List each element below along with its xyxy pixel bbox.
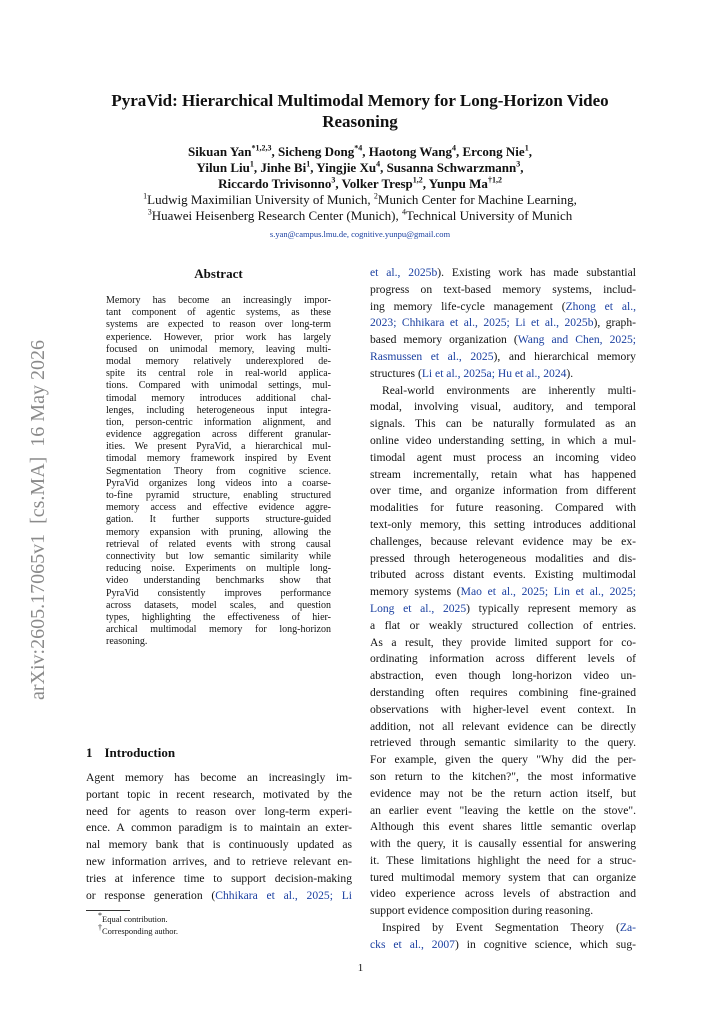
text-line [370,483,636,500]
abstract-line: Segmentation Theory from cognitive science. [106,465,331,477]
text-line [370,618,636,635]
text-line [370,500,636,517]
text-line [370,685,636,702]
text-line [370,651,636,668]
text-line [370,534,636,551]
authors-superscript: 1 [524,143,529,153]
abstract-line: video understanding benchmarks show that [106,575,331,587]
affiliations-superscript: 4 [402,207,407,217]
line-text: structures ( [370,366,422,380]
line-text: it. These limitations highlight the need for a struc- [370,853,636,867]
citation-link[interactable]: Chhikara et al., 2025; Li [215,888,352,902]
abstract-line: systems are expected to reason over long-term [106,319,331,331]
abstract-line: timodal memory framework inspired by Event [106,453,331,465]
abstract-line: memory expansion with pruning, allowing the [106,526,331,538]
arxiv-id: arXiv:2605.17065v1 [cs.MA] 16 May 2026 [27,340,49,700]
authors-text: , [528,144,532,159]
line-text: with the query, it is causally essential for answering [370,837,636,851]
contact-emails: s.yan@campus.lmu.de, cognitive.yunpu@gmail.com [269,229,451,239]
text-line [86,820,352,837]
author-list [80,144,640,192]
text-line [370,819,636,836]
abstract-line: Memory has become an increasingly impor- [106,295,331,306]
abstract-line: to-fine pyramid structure, enabling structured [106,490,331,501]
line-text: Although this event shares little semantic overlap [370,820,636,834]
authors-superscript: *1,2,3 [251,143,272,153]
abstract-line: gation. It further supports structure-guided [106,514,331,526]
abstract-line: retrieval of related events with strong causal [106,538,331,550]
footnotes-superscript: † [98,923,102,933]
abstract-line: across datasets, model scales, and question [106,599,331,611]
citation-link[interactable]: Wang and Chen, 2025; [517,333,637,347]
abstract-heading: Abstract [194,266,243,281]
authors-text: Yilun Liu [196,160,250,175]
authors-superscript: 1 [249,159,254,169]
affiliations-superscript: 1 [143,191,148,201]
text-line [370,635,636,652]
text-line [370,769,636,786]
text-line [370,803,636,820]
text-line [370,416,636,433]
footnotes-superscript: * [98,911,102,921]
line-text: Inspired by Event Segmentation Theory ( [382,921,620,935]
abstract-line: archical multimodal memory for long-horizon [106,624,331,636]
line-text: modal, involving visual, auditory, and temporal [370,400,636,414]
affiliations-text: Technical University of Munich [406,208,573,223]
line-text: tries at inference time to support decision-making [86,871,352,885]
line-text: nal memory bank that is continuously updated as [86,838,352,852]
citation-link[interactable]: Rasmussen et al., 2025 [370,349,494,363]
text-line [370,265,636,282]
footnotes-text: Corresponding author. [102,926,179,936]
text-line [86,770,352,787]
text-line [86,888,352,905]
abstract-line: types, highlighting the effectiveness of hier- [106,611,331,623]
text-line [370,702,636,719]
line-text: ), graph- [593,316,636,330]
abstract-line: connectivity but low semantic similarity while [106,550,331,562]
affiliations [80,192,640,224]
authors-superscript: 3 [516,159,521,169]
title-line-1: PyraVid: Hierarchical Multimodal Memory for Long-Horizon Video [111,91,609,110]
authors-text: Riccardo Trivisonno [218,176,332,191]
authors-text: , Ercong Nie [455,144,525,159]
text-line [370,332,636,349]
line-text: need for agents to reason over long-term experi- [86,804,352,818]
line-text: modalities for future reasoning. Compared with [370,501,636,515]
line-text: tured multimodal memory system that can organize [370,870,636,884]
line-text: observations with higher-level event context. In [370,702,636,716]
abstract-line: tant component of agentic systems, as these [106,307,331,319]
abstract-line: timodal memory introduces additional chal- [106,392,331,404]
text-line [86,854,352,871]
authors-superscript: 3 [331,175,336,185]
citation-link[interactable]: Za- [619,921,636,935]
text-line [86,804,352,821]
abstract-line: tions. Compared with unimodal settings, mul- [106,380,331,392]
paper-title [80,90,640,132]
text-line [370,903,636,920]
text-line [370,853,636,870]
abstract-line: PyraVid organizes long videos into a coarse- [106,477,331,489]
citation-link[interactable]: Long et al., 2025 [370,601,467,615]
affiliations-line [80,192,640,208]
line-text: based memory organization ( [370,333,518,347]
line-text: addition, not all relevant evidence can be directly [370,719,636,733]
title-line-2: Reasoning [322,112,398,131]
affiliations-text: Ludwig Maximilian University of Munich, [147,192,374,207]
citation-link[interactable]: 2023; Chhikara et al., 2025; Li et al., 2025b [370,316,594,330]
line-text: timodal agent must process an incoming video [370,450,636,464]
line-text: ). [566,366,574,380]
text-line [370,567,636,584]
text-line [370,467,636,484]
footnotes [86,913,178,937]
citation-link[interactable]: Zhong et al., [565,299,636,313]
affiliations-text: Munich Center for Machine Learning, [377,192,577,207]
line-text: ) in cognitive science, which sug- [454,937,636,951]
text-line [370,399,636,416]
authors-text: , Volker Tresp [335,176,413,191]
authors-superscript: 4 [451,143,456,153]
introduction-body [86,770,352,904]
abstract-line: spite its central role in real-world applica- [106,368,331,380]
text-line [370,584,636,601]
line-text: video experience across levels of abstraction and [370,887,636,901]
line-text: over time, and organize information from different [370,484,636,498]
line-text: abstraction, even though long-horizon video un- [370,669,636,683]
line-text: Agent memory has become an increasingly im- [86,771,352,784]
abstract-line: modal memory relatively underexplored de- [106,355,331,367]
abstract-body [106,295,331,648]
text-line [370,433,636,450]
text-line [370,299,636,316]
line-text: or response generation ( [86,888,216,902]
text-line [370,870,636,887]
line-text: challenges, because relevant evidence may be ex- [370,534,636,548]
line-text: pressed through heterogeneous modalities and dis- [370,551,636,565]
line-text: tributed across distant events. Existing multimodal [370,568,636,582]
text-line [370,752,636,769]
authors-line [80,144,640,160]
authors-text: , Yingjie Xu [310,160,377,175]
text-line [370,735,636,752]
line-text: an earlier event "leaving the kettle on the stove". [370,803,636,817]
text-line [370,315,636,332]
abstract-line: tion, person-centric information alignment, and [106,416,331,428]
citation-link[interactable]: Li et al., 2025a; Hu et al., 2024 [421,366,567,380]
citation-link[interactable]: et al., 2025b [370,266,438,279]
text-line [86,871,352,888]
authors-text: , Haotong Wang [362,144,452,159]
authors-superscript: †1,2 [487,175,502,185]
affiliations-line [80,208,640,224]
line-text: a flat or weakly structured collection of entries. [370,618,636,632]
line-text: support evidence composition during reasoning. [370,904,594,918]
line-text: son return to the kitchen?", the most informative [370,769,636,783]
text-line [86,787,352,804]
authors-line [80,176,640,192]
text-line [370,349,636,366]
authors-superscript: 1 [306,159,311,169]
footnotes-line [86,925,178,937]
line-text: ence. A common paradigm is to maintain an exter- [86,821,352,835]
right-column-body [370,265,636,954]
line-text: stream incrementally, retain what has happened [370,467,636,481]
abstract-line: reasoning. [106,636,148,648]
line-text: ordinating information across different levels of [370,652,636,666]
line-text: new information arrives, and to retrieve relevant en- [86,854,352,868]
authors-text: Sikuan Yan [188,144,252,159]
authors-text: , Sicheng Dong [271,144,355,159]
section-title: Introduction [104,745,176,760]
text-line [86,837,352,854]
footnote-rule [86,910,130,911]
authors-superscript: 4 [376,159,381,169]
page-number: 1 [357,962,364,974]
text-line [370,920,636,937]
text-line [370,719,636,736]
line-text: signals. This can be naturally formulated as an [370,417,636,431]
line-text: ) typically represent memory as [466,601,636,615]
line-text: As a result, they provide limited support for co- [370,635,636,649]
abstract-line: focused on unimodal memory, leaving multi- [106,343,331,355]
abstract-line: PyraVid consistently improves performance [106,587,331,599]
abstract-line: experience. However, prior work has largely [106,331,331,343]
arxiv-stamp [20,290,50,710]
line-text: progress on text-based memory systems, includ- [370,282,636,296]
section-number: 1 [86,745,93,760]
line-text: text-only memory, this setting introduces additional [370,517,636,531]
text-line [370,601,636,618]
text-line [370,383,636,400]
abstract-line: memory access and effective evidence aggre- [106,502,331,514]
citation-link[interactable]: cks et al., 2007 [370,937,455,951]
line-text: ing memory life-cycle management ( [370,299,566,313]
text-line [370,786,636,803]
affiliations-superscript: 2 [373,191,378,201]
affiliations-text: Huawei Heisenberg Research Center (Munich), [151,208,403,223]
abstract-line: ities. We present PyraVid, a hierarchical mul- [106,441,331,453]
authors-superscript: 1,2 [412,175,423,185]
line-text: evidence may not be the return action itself, but [370,786,636,800]
text-line [370,450,636,467]
authors-line [80,160,640,176]
affiliations-superscript: 3 [147,207,152,217]
abstract-line: reducing noise. Experiments on multiple long- [106,563,331,575]
footnotes-text: Equal contribution. [102,914,168,924]
text-line [370,886,636,903]
authors-text: , Susanna Schwarzmann [380,160,517,175]
line-text: derstanding often requires combining fine-grained [370,685,636,699]
text-line [370,937,636,954]
text-line [370,517,636,534]
abstract-line: evidence aggregation across different granular- [106,429,331,441]
text-line [370,551,636,568]
line-text: Real-world environments are inherently multi- [382,383,636,397]
line-text: memory systems ( [370,585,461,599]
text-line [370,836,636,853]
section-heading [86,745,187,761]
text-line [370,282,636,299]
line-text: portant topic in recent research, motivated by the [86,787,352,801]
authors-superscript: *4 [354,143,363,153]
text-line [370,366,636,383]
authors-text: , Yunpu Ma [422,176,488,191]
line-text: ), and hierarchical memory [493,349,636,363]
line-text: online video understanding setting, in which a mul- [370,433,636,447]
authors-text: , Jinhe Bi [253,160,307,175]
line-text: For example, given the query "Why did the per- [370,753,636,767]
line-text: ). Existing work has made substantial [437,266,636,279]
authors-text: , [520,160,524,175]
citation-link[interactable]: Mao et al., 2025; Lin et al., 2025; [460,585,636,599]
abstract-line: lenges, including heterogeneous input integra- [106,404,331,416]
text-line [370,668,636,685]
line-text: retrieved through semantic similarity to the query. [370,736,636,750]
